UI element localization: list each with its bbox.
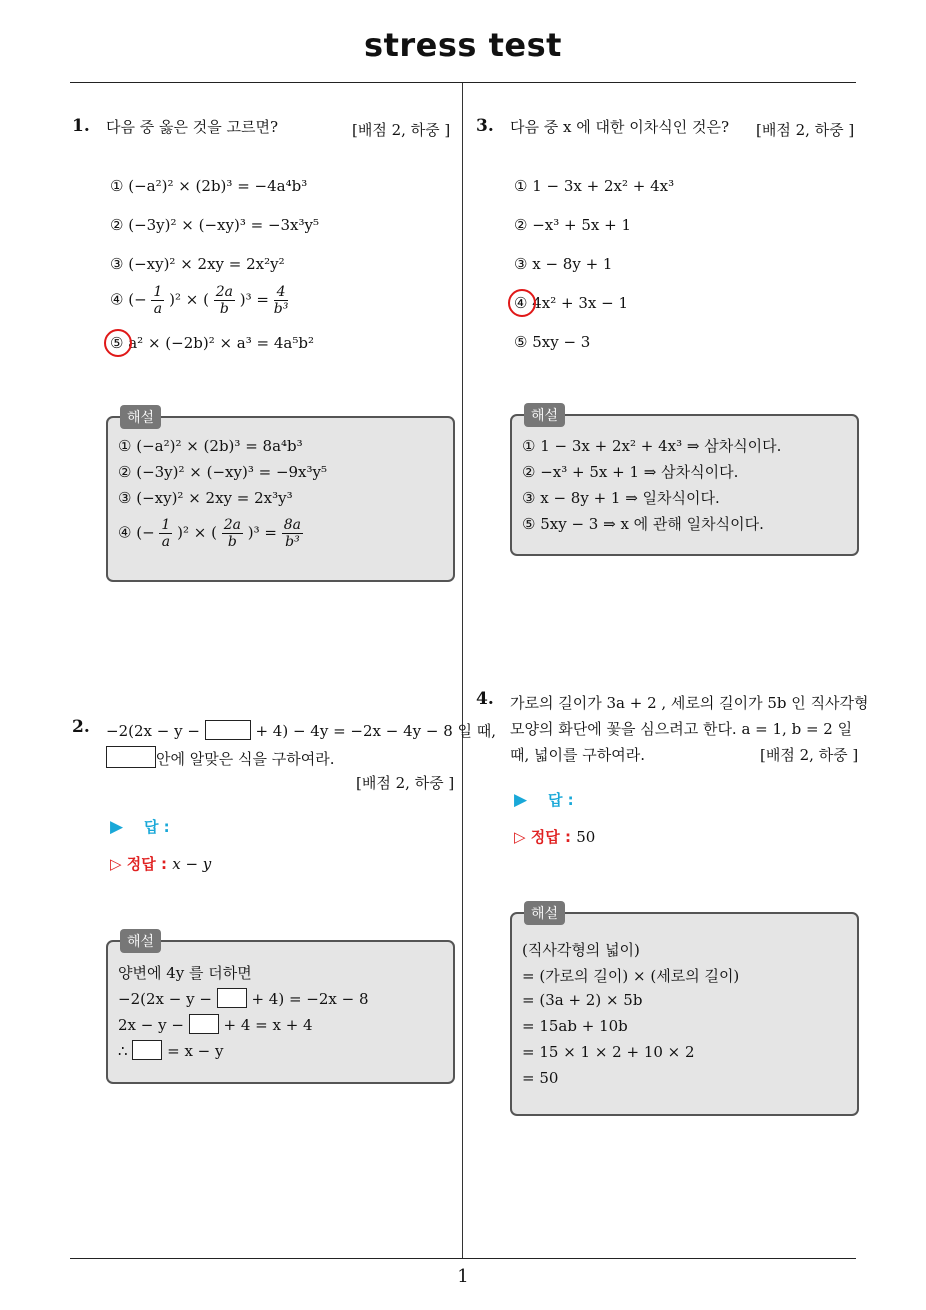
q4-solution-line-5: = 15 × 1 × 2 + 10 × 2 <box>522 1043 695 1061</box>
play-icon: ▶ <box>110 817 124 837</box>
q2-text-line-2: 안에 알맞은 식을 구하여라. <box>106 746 334 769</box>
column-divider <box>462 83 463 1259</box>
q1-text: 다음 중 옳은 것을 고르면? <box>106 118 279 136</box>
q3-meta: [배점 2, 하중 ] <box>756 121 855 139</box>
q2-solution-line-4: ∴ = x − y <box>118 1042 224 1060</box>
q3-text: 다음 중 x 에 대한 이차식인 것은? <box>510 118 729 136</box>
q3-option-3[interactable]: ③ x − 8y + 1 <box>514 255 613 273</box>
q3-option-5[interactable]: ⑤ 5xy − 3 <box>514 333 591 351</box>
q2-meta: [배점 2, 하중 ] <box>356 774 455 792</box>
q4-solution-line-1: (직사각형의 넓이) <box>522 941 640 959</box>
q1-option-1[interactable]: ① (−a²)² × (2b)³ = −4a⁴b³ <box>110 177 308 195</box>
header-rule <box>70 82 856 83</box>
q3-solution-line-4: ⑤ 5xy − 3 ⇒ x 에 관해 일차식이다. <box>522 515 764 533</box>
q2-number: 2. <box>72 717 90 737</box>
q1-solution-line-3: ③ (−xy)² × 2xy = 2x³y³ <box>118 489 293 507</box>
q2-text-line-1: −2(2x − y − + 4) − 4y = −2x − 4y − 8 일 때, <box>106 722 497 740</box>
q1-option-2[interactable]: ② (−3y)² × (−xy)³ = −3x³y⁵ <box>110 216 320 234</box>
page-number: 1 <box>457 1266 469 1287</box>
q1-option-5[interactable]: ⑤ a² × (−2b)² × a³ = 4a⁵b² <box>110 334 314 352</box>
q4-text-line-2: 모양의 화단에 꽃을 심으려고 한다. a = 1, b = 2 일 <box>510 720 853 738</box>
q4-solution-line-3: = (3a + 2) × 5b <box>522 991 643 1009</box>
q3-option-2[interactable]: ② −x³ + 5x + 1 <box>514 216 632 234</box>
q2-blank-box-2 <box>106 746 156 768</box>
q1-solution-line-2: ② (−3y)² × (−xy)³ = −9x³y⁵ <box>118 463 328 481</box>
q1-opt4-frac1: $\frac{1}{a}$ <box>153 284 163 317</box>
q1-number: 1. <box>72 116 90 136</box>
q4-meta: [배점 2, 하중 ] <box>760 746 859 764</box>
q1-meta: [배점 2, 하중 ] <box>352 121 451 139</box>
q3-solution-line-3: ③ x − 8y + 1 ⇒ 일차식이다. <box>522 489 720 507</box>
q1-sol4-frac1: $\frac{1}{a}$ <box>161 517 171 550</box>
q3-option-4[interactable]: ④ 4x² + 3x − 1 <box>514 294 628 312</box>
q1-opt4-frac2: $\frac{2a}{b}$ <box>215 284 233 317</box>
page-title: stress test <box>364 26 562 64</box>
q1-opt4-mid: )² × ( <box>169 290 209 309</box>
q1-sol4-frac2: $\frac{2a}{b}$ <box>223 517 241 550</box>
q3-solution-label: 해설 <box>524 403 565 427</box>
triangle-outline-icon: ▷ <box>110 855 122 873</box>
q2-solution-line-2: −2(2x − y − + 4) = −2x − 8 <box>118 990 369 1008</box>
q1-solution-line-1: ① (−a²)² × (2b)³ = 8a⁴b³ <box>118 437 303 455</box>
q1-selected-mark <box>104 329 132 357</box>
q1-solution-line-4: ④ (− $\frac{1}{a}$ )² × ( $\frac{2a}{b}$ )³ = $\frac{8a}{\text{b³}}$ <box>118 517 302 550</box>
q1-solution-label: 해설 <box>120 405 161 429</box>
q4-solution-line-2: = (가로의 길이) × (세로의 길이) <box>522 967 740 985</box>
q2-answer-field[interactable]: ▶ 답 : <box>110 817 170 837</box>
q4-number: 4. <box>476 689 494 709</box>
q3-number: 3. <box>476 116 494 136</box>
q4-text-line-3: 때, 넓이를 구하여라. <box>510 746 645 764</box>
q2-correct-answer: ▷ 정답 : x − y <box>110 855 212 873</box>
q1-option-3[interactable]: ③ (−xy)² × 2xy = 2x²y² <box>110 255 285 273</box>
play-icon: ▶ <box>514 790 528 810</box>
q2-sol-blank-2 <box>189 1014 219 1034</box>
q4-correct-answer: ▷ 정답 : 50 <box>514 828 596 846</box>
q1-opt4-prefix: ④ (− <box>110 290 147 309</box>
q1-sol4-frac3: $\frac{8a}{\text{b³}}$ <box>283 517 302 550</box>
q2-sol-blank-3 <box>132 1040 162 1060</box>
q3-solution-line-2: ② −x³ + 5x + 1 ⇒ 삼차식이다. <box>522 463 739 481</box>
q4-solution-line-6: = 50 <box>522 1069 559 1087</box>
q4-solution-line-4: = 15ab + 10b <box>522 1017 628 1035</box>
q1-opt4-mid2: )³ = <box>239 290 269 309</box>
triangle-outline-icon: ▷ <box>514 828 526 846</box>
q4-text-line-1: 가로의 길이가 3a + 2 , 세로의 길이가 5b 인 직사각형 <box>510 694 869 712</box>
q2-solution-line-1: 양변에 4y 를 더하면 <box>118 964 252 982</box>
q2-blank-box <box>205 720 251 740</box>
q3-selected-mark <box>508 289 536 317</box>
q4-solution-label: 해설 <box>524 901 565 925</box>
q2-sol-blank-1 <box>217 988 247 1008</box>
footer-rule <box>70 1258 856 1259</box>
q4-answer-field[interactable]: ▶ 답 : <box>514 790 574 810</box>
q3-solution-line-1: ① 1 − 3x + 2x² + 4x³ ⇒ 삼차식이다. <box>522 437 782 455</box>
q3-option-1[interactable]: ① 1 − 3x + 2x² + 4x³ <box>514 177 675 195</box>
q1-option-4[interactable] <box>110 284 288 317</box>
q2-solution-line-3: 2x − y − + 4 = x + 4 <box>118 1016 313 1034</box>
q2-solution-label: 해설 <box>120 929 161 953</box>
q1-opt4-frac3: $\frac{4}{\text{b³}}$ <box>273 284 289 317</box>
